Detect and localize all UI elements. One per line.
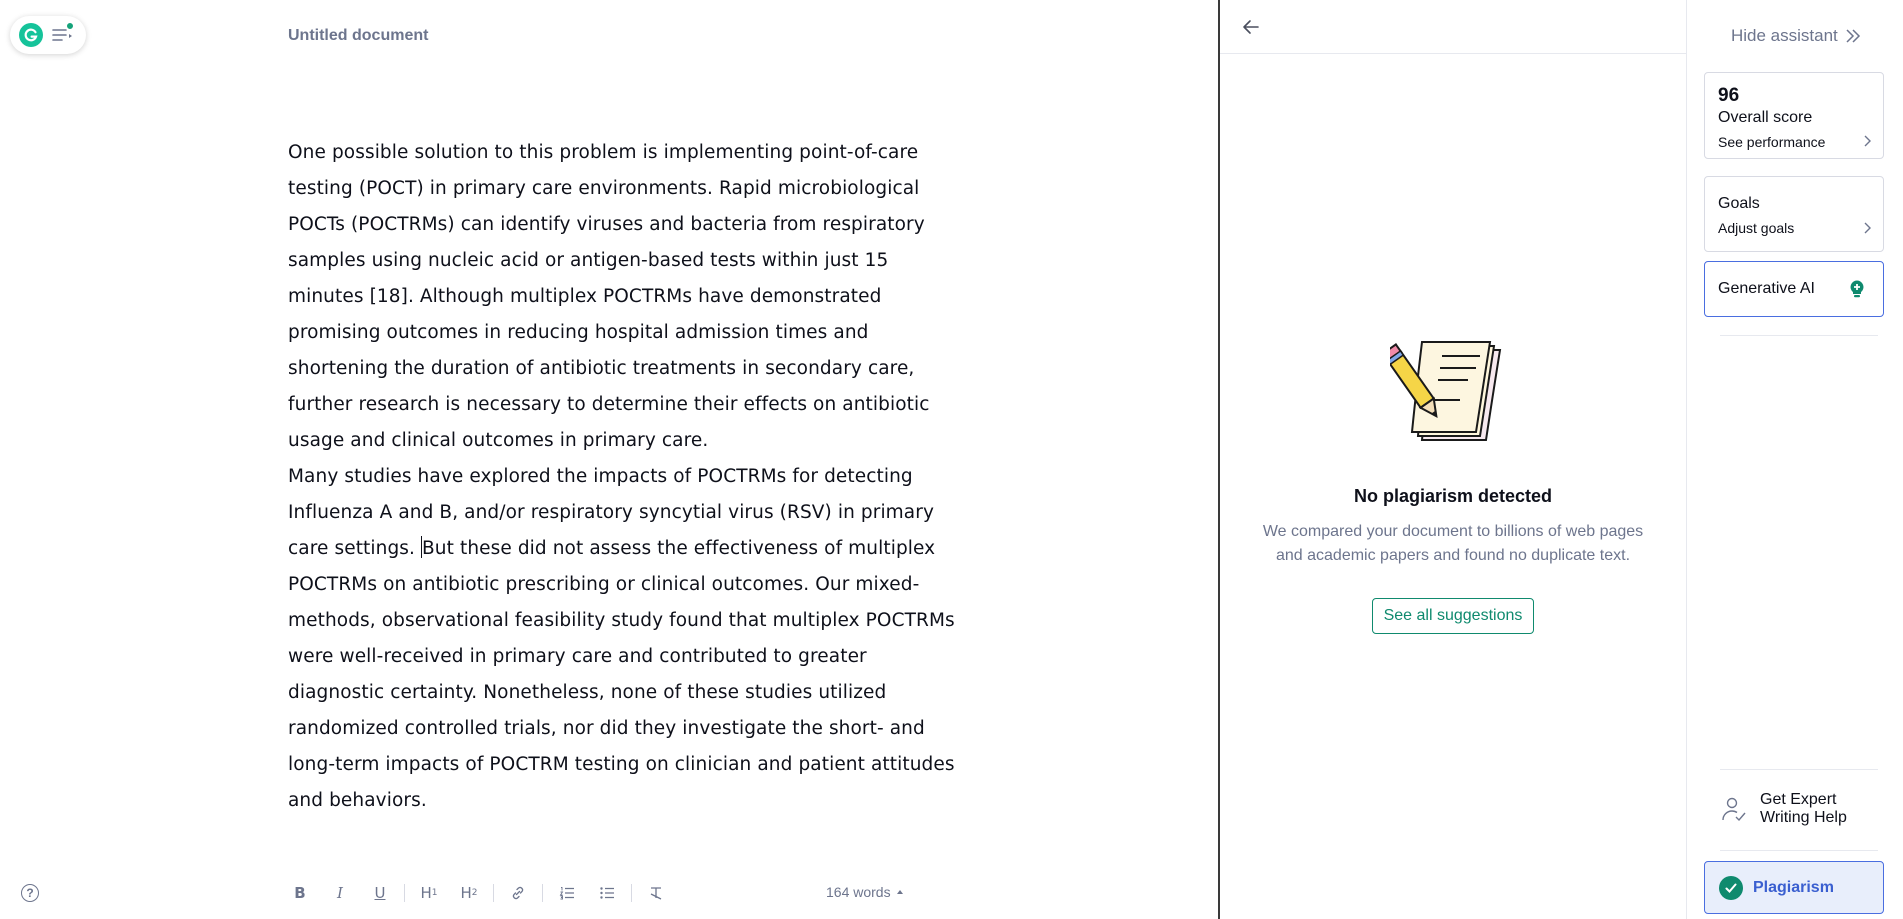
clear-format-icon[interactable] <box>636 879 676 907</box>
grammarly-launcher[interactable] <box>10 16 86 54</box>
chevron-double-right-icon <box>1844 28 1862 44</box>
heading2-button[interactable]: H 2 <box>460 884 478 902</box>
lightbulb-plus-icon <box>1847 279 1867 299</box>
caret-up-icon <box>895 887 905 897</box>
menu-icon[interactable] <box>51 25 75 45</box>
expert-help-label: Get Expert Writing Help <box>1760 791 1847 826</box>
chevron-right-icon <box>1863 135 1871 147</box>
adjust-goals-link[interactable]: Adjust goals <box>1718 220 1795 236</box>
help-icon[interactable]: ? <box>21 884 39 902</box>
check-circle-icon <box>1719 876 1743 900</box>
notification-dot <box>66 22 74 30</box>
panel-header <box>1220 0 1686 54</box>
see-performance-link[interactable]: See performance <box>1718 134 1826 150</box>
document-title[interactable]: Untitled document <box>288 27 429 44</box>
bold-button[interactable]: B <box>294 884 306 902</box>
plagiarism-label: Plagiarism <box>1753 878 1834 896</box>
grammarly-logo-icon <box>19 23 43 47</box>
document-body[interactable] <box>288 135 968 819</box>
back-arrow-icon[interactable] <box>1240 16 1262 38</box>
goals-card[interactable] <box>1704 176 1884 252</box>
toolbar-divider <box>542 884 543 902</box>
plagiarism-button[interactable] <box>1704 861 1884 914</box>
italic-button[interactable]: I <box>337 884 343 902</box>
paragraph-2-start: Many studies have explored the impacts of POCTRMs for detecting Influenza A and B, and/or respiratory syncytial virus (RSV) in primary care settings. <box>288 466 934 559</box>
plagiarism-panel <box>1220 0 1686 919</box>
generative-ai-button[interactable] <box>1704 261 1884 317</box>
expert-person-icon <box>1720 795 1748 823</box>
ordered-list-icon[interactable] <box>547 879 587 907</box>
chevron-right-icon <box>1863 222 1871 234</box>
get-expert-help-button[interactable] <box>1720 791 1847 827</box>
generative-ai-label: Generative AI <box>1718 280 1815 297</box>
underline-button[interactable]: U <box>374 884 386 902</box>
bullet-list-icon[interactable] <box>587 879 627 907</box>
no-plagiarism-heading: No plagiarism detected <box>1353 486 1553 506</box>
paragraph-2-end: But these did not assess the effectiveness of multiplex POCTRMs on antibiotic prescribing or clinical outcomes. Our mixed-methods, observational feasibility study found that multiplex POCTRMs were well-received in primary care and contributed to greater diagnostic certainty. Nonetheless, none of these studies utilized randomized controlled trials, nor did they investigate the short- and long-term impacts of POCTRM testing on clinician and patient attitudes and behaviors. <box>288 538 955 811</box>
heading1-button[interactable]: H 1 <box>420 884 438 902</box>
see-all-suggestions-button[interactable]: See all suggestions <box>1372 598 1534 634</box>
goals-label: Goals <box>1718 195 1760 212</box>
paragraph-1[interactable]: One possible solution to this problem is implementing point-of-care testing (POCT) in primary care environments. Rapid microbiological POCTs (POCTRMs) can identify viruses and bacteria from respiratory samples using nucleic acid or antigen-based tests within just 15 minutes [18]. Although multiplex POCTRMs have demonstrated promising outcomes in reducing hospital admission times and shortening the duration of antibiotic treatments in secondary care, further research is necessary to determine their effects on antibiotic usage and clinical outcomes in primary care. <box>288 142 930 451</box>
hide-assistant-label: Hide assistant <box>1731 26 1838 45</box>
toolbar-divider <box>404 884 405 902</box>
paragraph-2[interactable] <box>288 459 968 819</box>
overall-score-card[interactable] <box>1704 72 1884 159</box>
sidebar-separator <box>1720 335 1878 336</box>
word-count-label: 164 words <box>826 884 891 900</box>
no-plagiarism-description: We compared your document to billions of web pages and academic papers and found no duplicate text. <box>1262 523 1644 564</box>
notepad-pencil-icon <box>1390 340 1510 450</box>
word-count[interactable] <box>826 884 905 900</box>
toolbar-divider <box>631 884 632 902</box>
hide-assistant-button[interactable] <box>1731 26 1862 46</box>
sidebar-separator <box>1720 850 1878 851</box>
format-toolbar <box>280 879 676 907</box>
assistant-sidebar <box>1687 0 1903 919</box>
score-label: Overall score <box>1718 109 1813 126</box>
sidebar-separator <box>1720 769 1878 770</box>
toolbar-divider <box>493 884 494 902</box>
score-value: 96 <box>1718 85 1740 106</box>
link-icon[interactable] <box>498 879 538 907</box>
